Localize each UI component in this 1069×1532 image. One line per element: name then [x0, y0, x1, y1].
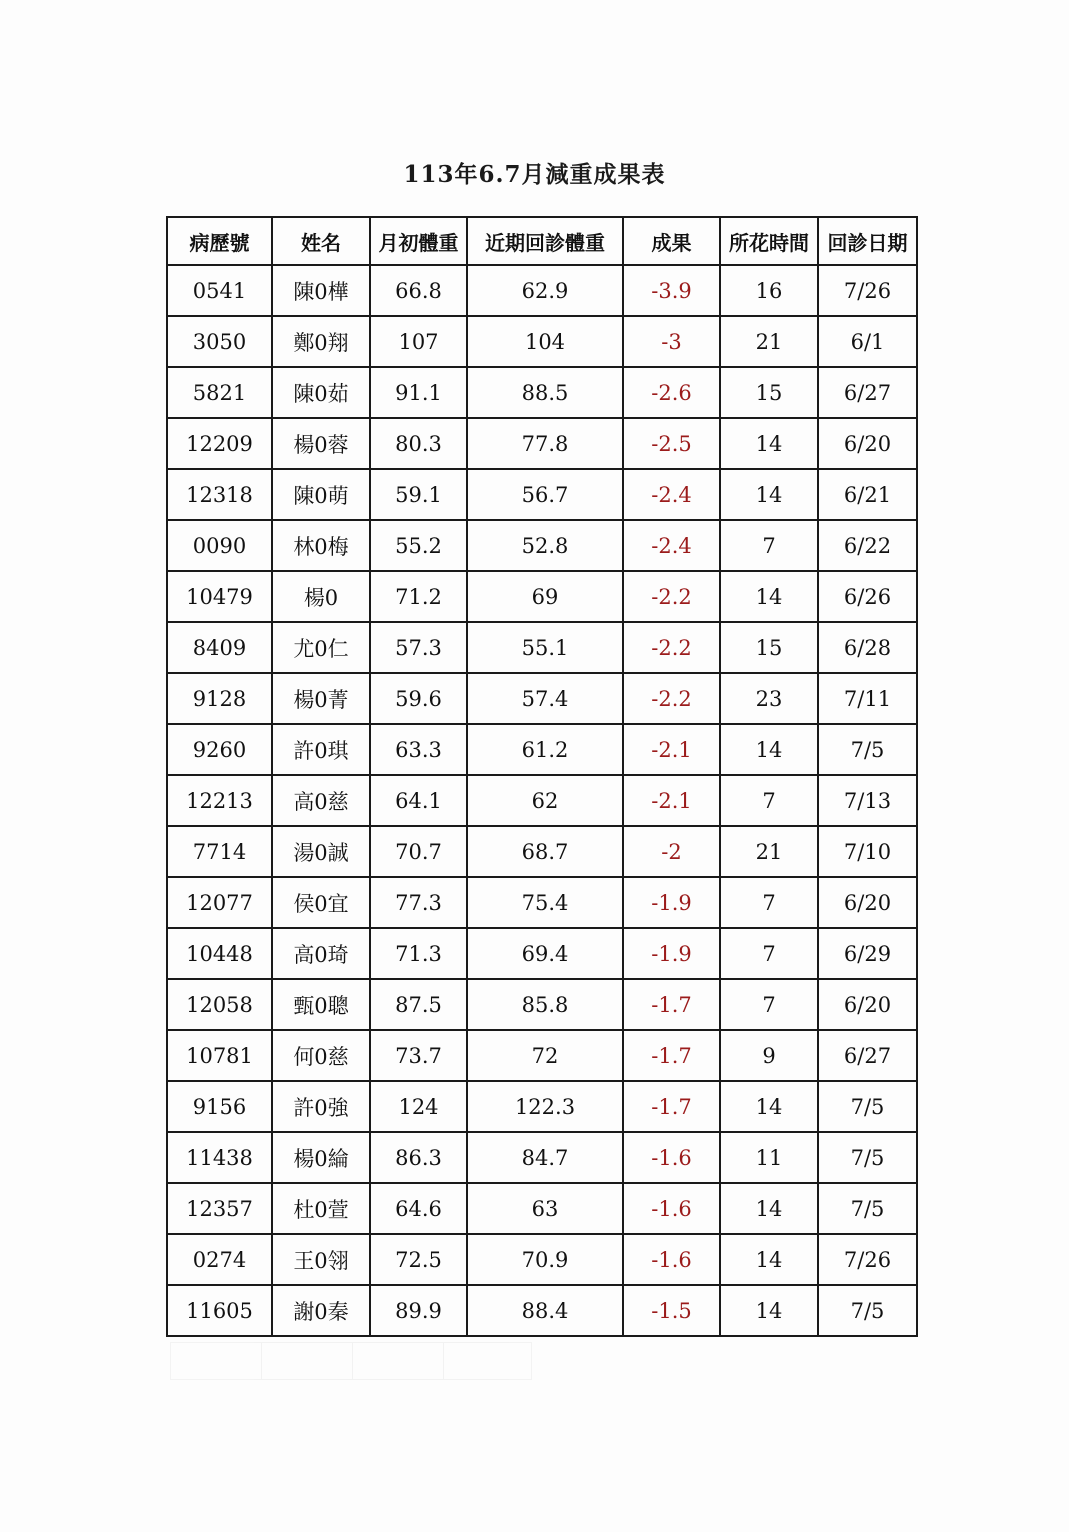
recent-weight-cell: 61.2	[467, 724, 623, 775]
time-spent-cell: 14	[720, 418, 818, 469]
name-cell: 楊0綸	[272, 1132, 370, 1183]
result-cell: -3	[623, 316, 720, 367]
recent-weight-cell: 57.4	[467, 673, 623, 724]
table-row	[167, 877, 917, 928]
time-spent-cell: 14	[720, 1183, 818, 1234]
recent-weight-cell: 88.5	[467, 367, 623, 418]
result-cell: -2	[623, 826, 720, 877]
name-cell: 杜0萱	[272, 1183, 370, 1234]
recent-weight-cell: 77.8	[467, 418, 623, 469]
revisit-date-cell: 6/21	[818, 469, 917, 520]
time-spent-cell: 21	[720, 316, 818, 367]
record-number-cell: 12077	[167, 877, 272, 928]
time-spent-cell: 15	[720, 367, 818, 418]
result-cell: -2.6	[623, 367, 720, 418]
table-row	[167, 1030, 917, 1081]
time-spent-cell: 7	[720, 775, 818, 826]
initial-weight-cell: 80.3	[370, 418, 467, 469]
time-spent-cell: 9	[720, 1030, 818, 1081]
recent-weight-cell: 56.7	[467, 469, 623, 520]
name-cell: 陳0樺	[272, 265, 370, 316]
initial-weight-cell: 71.3	[370, 928, 467, 979]
time-spent-cell: 14	[720, 724, 818, 775]
table-row	[167, 520, 917, 571]
record-number-cell: 0541	[167, 265, 272, 316]
record-number-cell: 12058	[167, 979, 272, 1030]
name-cell: 何0慈	[272, 1030, 370, 1081]
recent-weight-cell: 122.3	[467, 1081, 623, 1132]
revisit-date-cell: 6/20	[818, 979, 917, 1030]
table-body	[167, 265, 917, 1336]
recent-weight-cell: 70.9	[467, 1234, 623, 1285]
name-cell: 高0琦	[272, 928, 370, 979]
result-cell: -1.9	[623, 877, 720, 928]
result-cell: -2.1	[623, 775, 720, 826]
table-row	[167, 724, 917, 775]
record-number-cell: 0090	[167, 520, 272, 571]
result-cell: -2.5	[623, 418, 720, 469]
revisit-date-cell: 6/27	[818, 367, 917, 418]
column-header-time-spent: 所花時間	[720, 217, 818, 265]
table-row	[167, 1234, 917, 1285]
faded-bleed-through-row	[170, 1342, 532, 1380]
initial-weight-cell: 77.3	[370, 877, 467, 928]
time-spent-cell: 7	[720, 520, 818, 571]
table-row	[167, 367, 917, 418]
initial-weight-cell: 71.2	[370, 571, 467, 622]
name-cell: 楊0	[272, 571, 370, 622]
time-spent-cell: 7	[720, 928, 818, 979]
initial-weight-cell: 89.9	[370, 1285, 467, 1336]
record-number-cell: 10781	[167, 1030, 272, 1081]
initial-weight-cell: 59.1	[370, 469, 467, 520]
revisit-date-cell: 6/1	[818, 316, 917, 367]
record-number-cell: 10448	[167, 928, 272, 979]
name-cell: 鄭0翔	[272, 316, 370, 367]
initial-weight-cell: 87.5	[370, 979, 467, 1030]
revisit-date-cell: 7/5	[818, 724, 917, 775]
record-number-cell: 9260	[167, 724, 272, 775]
result-cell: -1.6	[623, 1132, 720, 1183]
recent-weight-cell: 55.1	[467, 622, 623, 673]
initial-weight-cell: 124	[370, 1081, 467, 1132]
recent-weight-cell: 69	[467, 571, 623, 622]
result-cell: -3.9	[623, 265, 720, 316]
record-number-cell: 12209	[167, 418, 272, 469]
recent-weight-cell: 63	[467, 1183, 623, 1234]
table-row	[167, 928, 917, 979]
revisit-date-cell: 7/5	[818, 1081, 917, 1132]
column-header-name: 姓名	[272, 217, 370, 265]
initial-weight-cell: 63.3	[370, 724, 467, 775]
time-spent-cell: 7	[720, 877, 818, 928]
time-spent-cell: 16	[720, 265, 818, 316]
table-row	[167, 469, 917, 520]
result-cell: -1.9	[623, 928, 720, 979]
record-number-cell: 7714	[167, 826, 272, 877]
time-spent-cell: 14	[720, 1081, 818, 1132]
revisit-date-cell: 7/13	[818, 775, 917, 826]
revisit-date-cell: 6/29	[818, 928, 917, 979]
result-cell: -1.6	[623, 1234, 720, 1285]
revisit-date-cell: 7/26	[818, 1234, 917, 1285]
recent-weight-cell: 88.4	[467, 1285, 623, 1336]
revisit-date-cell: 6/27	[818, 1030, 917, 1081]
name-cell: 王0翎	[272, 1234, 370, 1285]
result-cell: -1.7	[623, 1081, 720, 1132]
revisit-date-cell: 7/5	[818, 1132, 917, 1183]
initial-weight-cell: 107	[370, 316, 467, 367]
result-cell: -2.4	[623, 520, 720, 571]
initial-weight-cell: 73.7	[370, 1030, 467, 1081]
recent-weight-cell: 85.8	[467, 979, 623, 1030]
result-cell: -1.7	[623, 979, 720, 1030]
name-cell: 高0慈	[272, 775, 370, 826]
table-row	[167, 418, 917, 469]
recent-weight-cell: 69.4	[467, 928, 623, 979]
table-row	[167, 316, 917, 367]
record-number-cell: 9156	[167, 1081, 272, 1132]
revisit-date-cell: 7/11	[818, 673, 917, 724]
result-cell: -2.2	[623, 673, 720, 724]
revisit-date-cell: 6/22	[818, 520, 917, 571]
result-cell: -1.6	[623, 1183, 720, 1234]
record-number-cell: 5821	[167, 367, 272, 418]
revisit-date-cell: 7/10	[818, 826, 917, 877]
initial-weight-cell: 86.3	[370, 1132, 467, 1183]
table-row	[167, 622, 917, 673]
table-row	[167, 979, 917, 1030]
result-cell: -2.1	[623, 724, 720, 775]
initial-weight-cell: 66.8	[370, 265, 467, 316]
name-cell: 陳0萌	[272, 469, 370, 520]
header-row	[167, 217, 917, 265]
table-row	[167, 775, 917, 826]
column-header-revisit-date: 回診日期	[818, 217, 917, 265]
recent-weight-cell: 68.7	[467, 826, 623, 877]
column-header-record-number: 病歷號	[167, 217, 272, 265]
time-spent-cell: 23	[720, 673, 818, 724]
table-row	[167, 265, 917, 316]
result-cell: -1.7	[623, 1030, 720, 1081]
recent-weight-cell: 75.4	[467, 877, 623, 928]
revisit-date-cell: 7/26	[818, 265, 917, 316]
name-cell: 許0強	[272, 1081, 370, 1132]
initial-weight-cell: 64.6	[370, 1183, 467, 1234]
initial-weight-cell: 64.1	[370, 775, 467, 826]
name-cell: 楊0菁	[272, 673, 370, 724]
result-cell: -2.2	[623, 571, 720, 622]
record-number-cell: 3050	[167, 316, 272, 367]
record-number-cell: 9128	[167, 673, 272, 724]
table-row	[167, 571, 917, 622]
table-title: 113年6.7月減重成果表	[403, 161, 666, 188]
initial-weight-cell: 59.6	[370, 673, 467, 724]
time-spent-cell: 14	[720, 469, 818, 520]
recent-weight-cell: 84.7	[467, 1132, 623, 1183]
name-cell: 甄0聰	[272, 979, 370, 1030]
record-number-cell: 11438	[167, 1132, 272, 1183]
record-number-cell: 12213	[167, 775, 272, 826]
result-cell: -2.2	[623, 622, 720, 673]
record-number-cell: 11605	[167, 1285, 272, 1336]
recent-weight-cell: 104	[467, 316, 623, 367]
column-header-initial-weight: 月初體重	[370, 217, 467, 265]
time-spent-cell: 15	[720, 622, 818, 673]
recent-weight-cell: 72	[467, 1030, 623, 1081]
record-number-cell: 12318	[167, 469, 272, 520]
name-cell: 許0琪	[272, 724, 370, 775]
name-cell: 林0梅	[272, 520, 370, 571]
time-spent-cell: 14	[720, 1285, 818, 1336]
record-number-cell: 8409	[167, 622, 272, 673]
revisit-date-cell: 6/28	[818, 622, 917, 673]
table-row	[167, 826, 917, 877]
result-cell: -1.5	[623, 1285, 720, 1336]
revisit-date-cell: 7/5	[818, 1285, 917, 1336]
record-number-cell: 0274	[167, 1234, 272, 1285]
recent-weight-cell: 62.9	[467, 265, 623, 316]
table-row	[167, 1081, 917, 1132]
recent-weight-cell: 52.8	[467, 520, 623, 571]
initial-weight-cell: 91.1	[370, 367, 467, 418]
column-header-recent-weight: 近期回診體重	[467, 217, 623, 265]
revisit-date-cell: 7/5	[818, 1183, 917, 1234]
name-cell: 尤0仁	[272, 622, 370, 673]
recent-weight-cell: 62	[467, 775, 623, 826]
record-number-cell: 12357	[167, 1183, 272, 1234]
column-header-result: 成果	[623, 217, 720, 265]
table-row	[167, 1183, 917, 1234]
initial-weight-cell: 72.5	[370, 1234, 467, 1285]
revisit-date-cell: 6/20	[818, 877, 917, 928]
weight-loss-results-table	[166, 216, 918, 1337]
time-spent-cell: 21	[720, 826, 818, 877]
time-spent-cell: 11	[720, 1132, 818, 1183]
time-spent-cell: 14	[720, 571, 818, 622]
table-row	[167, 1132, 917, 1183]
time-spent-cell: 7	[720, 979, 818, 1030]
name-cell: 湯0誠	[272, 826, 370, 877]
time-spent-cell: 14	[720, 1234, 818, 1285]
name-cell: 楊0蓉	[272, 418, 370, 469]
table-row	[167, 673, 917, 724]
revisit-date-cell: 6/26	[818, 571, 917, 622]
initial-weight-cell: 57.3	[370, 622, 467, 673]
name-cell: 陳0茹	[272, 367, 370, 418]
result-cell: -2.4	[623, 469, 720, 520]
initial-weight-cell: 70.7	[370, 826, 467, 877]
record-number-cell: 10479	[167, 571, 272, 622]
name-cell: 侯0宜	[272, 877, 370, 928]
name-cell: 謝0秦	[272, 1285, 370, 1336]
initial-weight-cell: 55.2	[370, 520, 467, 571]
table-row	[167, 1285, 917, 1336]
revisit-date-cell: 6/20	[818, 418, 917, 469]
